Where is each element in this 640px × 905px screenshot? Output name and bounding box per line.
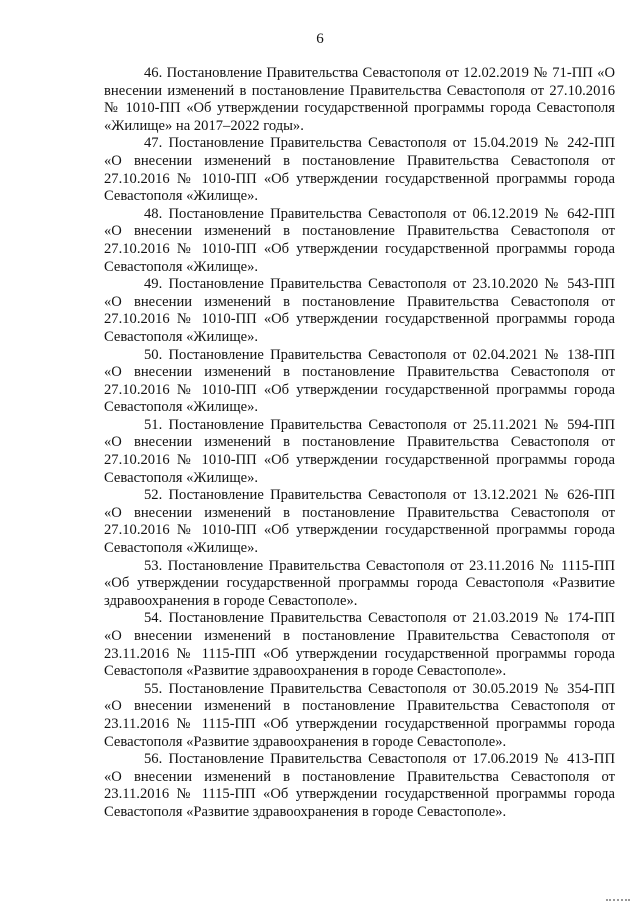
list-item: 49. Постановление Правительства Севастополя от 23.10.2020 № 543-ПП «О внесении изменений в постановление Правительства Севастополя от 27.10.2016 № 1010-ПП «Об утверждении государственной программы города Севастополя «Жилище». <box>104 276 615 345</box>
list-item: 55. Постановление Правительства Севастополя от 30.05.2019 № 354-ПП «О внесении изменений в постановление Правительства Севастополя от 23.11.2016 № 1115-ПП «Об утверждении государственной программы города Севастополя «Развитие здравоохранения в городе Севастополе». <box>104 680 615 750</box>
list-item: 54. Постановление Правительства Севастополя от 21.03.2019 № 174-ПП «О внесении изменений в постановление Правительства Севастополя от 23.11.2016 № 1115-ПП «Об утверждении государственной программы города Севастополя «Развитие здравоохранения в городе Севастополе». <box>104 610 615 680</box>
page-number: 6 <box>316 31 324 47</box>
list-item: 48. Постановление Правительства Севастополя от 06.12.2019 № 642-ПП «О внесении изменений в постановление Правительства Севастополя от 27.10.2016 № 1010-ПП «Об утверждении государственной программы города Севастополя «Жилище». <box>104 205 615 275</box>
scan-footer-mark <box>606 899 630 903</box>
list-item: 51. Постановление Правительства Севастополя от 25.11.2021 № 594-ПП «О внесении изменений в постановление Правительства Севастополя от 27.10.2016 № 1010-ПП «Об утверждении государственной программы города Севастополя «Жилище». <box>104 416 615 486</box>
list-item: 53. Постановление Правительства Севастополя от 23.11.2016 № 1115-ПП «Об утверждении государственной программы города Севастополя «Развитие здравоохранения в городе Севастополе». <box>104 557 615 609</box>
list-item: 56. Постановление Правительства Севастополя от 17.06.2019 № 413-ПП «О внесении изменений в постановление Правительства Севастополя от 23.11.2016 № 1115-ПП «Об утверждении государственной программы города Севастополя «Развитие здравоохранения в городе Севастополе». <box>104 751 615 820</box>
list-item: 52. Постановление Правительства Севастополя от 13.12.2021 № 626-ПП «О внесении изменений в постановление Правительства Севастополя от 27.10.2016 № 1010-ПП «Об утверждении государственной программы города Севастополя «Жилище». <box>104 487 615 557</box>
list-item: 47. Постановление Правительства Севастополя от 15.04.2019 № 242-ПП «О внесении изменений в постановление Правительства Севастополя от 27.10.2016 № 1010-ПП «Об утверждении государственной программы города Севастополя «Жилище». <box>104 135 615 205</box>
list-item: 50. Постановление Правительства Севастополя от 02.04.2021 № 138-ПП «О внесении изменений в постановление Правительства Севастополя от 27.10.2016 № 1010-ПП «Об утверждении государственной программы города Севастополя «Жилище». <box>104 346 615 416</box>
list-item: 46. Постановление Правительства Севастополя от 12.02.2019 № 71-ПП «О внесении изменений в постановление Правительства Севастополя от 27.10.2016 № 1010-ПП «Об утверждении государственной программы города Севастополя «Жилище» на 2017–2022 годы». <box>104 65 615 134</box>
resolution-list <box>104 65 615 822</box>
